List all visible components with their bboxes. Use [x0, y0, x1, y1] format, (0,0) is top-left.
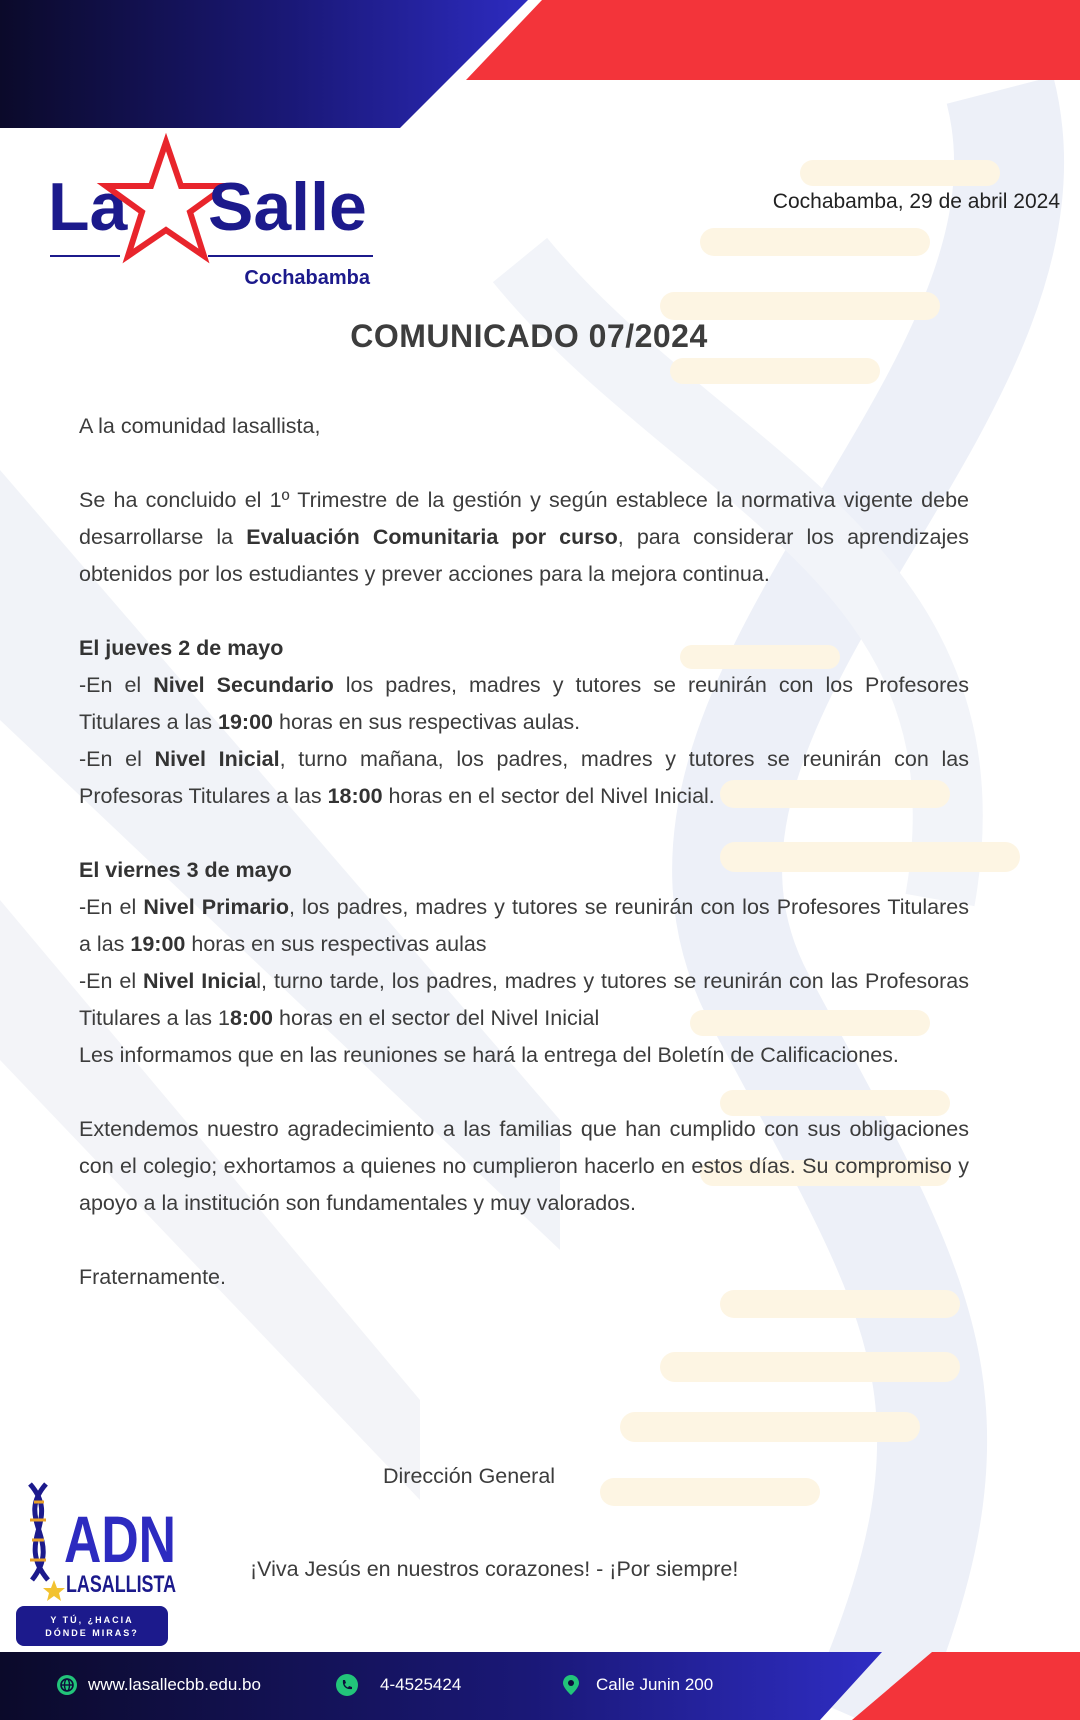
paragraph-thanks: Extendemos nuestro agradecimiento a las familias que han cumplido con sus obligaciones con el colegio; exhortamos a quienes no cumplieron hacerlo en estos días. Su compromiso y apoyo a la institución son fundamentales y muy valorados.	[79, 1117, 969, 1215]
header-bands	[0, 0, 1080, 130]
signature: Dirección General	[383, 1464, 556, 1488]
closing: Fraternamente.	[79, 1265, 226, 1289]
day1-inicial: -En el Nivel Inicial, turno mañana, los padres, madres y tutores se reunirán con las Profesoras Titulares a las 18:00 horas en el sector del Nivel Inicial.	[79, 747, 969, 808]
la-salle-logo	[48, 138, 378, 288]
paragraph-intro: Se ha concluido el 1º Trimestre de la gestión y según establece la normativa vigente debe desarrollarse la Evaluación Comunitaria por curso, para considerar los aprendizajes obtenidos por los estudiantes y prever acciones para la mejora continua.	[79, 488, 969, 586]
logo-text-la: La	[48, 169, 128, 245]
day2-heading: El viernes 3 de mayo	[79, 858, 292, 882]
adn-tagline-2: DÓNDE MIRAS?	[45, 1628, 139, 1638]
adn-big-text: ADN	[64, 1502, 176, 1576]
day1-heading: El jueves 2 de mayo	[79, 636, 284, 660]
page-title: COMUNICADO 07/2024	[350, 318, 708, 354]
star-icon	[43, 1580, 65, 1601]
letter-date: Cochabamba, 29 de abril 2024	[772, 190, 1060, 213]
letter-body	[79, 408, 969, 1296]
globe-icon	[56, 1674, 78, 1696]
website-text: www.lasallecbb.edu.bo	[88, 1675, 261, 1694]
motto: ¡Viva Jesús en nuestros corazones! - ¡Por siempre!	[250, 1557, 739, 1581]
report-card-note: Les informamos que en las reuniones se hará la entrega del Boletín de Calificaciones.	[79, 1043, 899, 1067]
location-pin-icon	[560, 1674, 582, 1696]
logo-text-salle: Salle	[208, 169, 367, 245]
phone-icon	[336, 1674, 358, 1696]
phone-text: 4-4525424	[380, 1675, 462, 1694]
footer-address[interactable]	[560, 1674, 713, 1696]
greeting: A la comunidad lasallista,	[79, 414, 321, 438]
logo-subtitle: Cochabamba	[244, 267, 370, 289]
dna-helix-icon	[30, 1484, 48, 1580]
adn-lasallista-logo	[14, 1480, 184, 1648]
adn-tagline-1: Y TÚ, ¿HACIA	[50, 1615, 134, 1625]
day1-secundario: -En el Nivel Secundario los padres, madres y tutores se reunirán con los Profesores Titulares a las 19:00 horas en sus respectivas aulas.	[79, 673, 969, 734]
footer-website[interactable]	[56, 1674, 261, 1696]
footer-phone[interactable]	[336, 1674, 461, 1696]
day2-inicial: -En el Nivel Inicial, turno tarde, los padres, madres y tutores se reunirán con las Profesoras Titulares a las 18:00 horas en el sector del Nivel Inicial	[79, 969, 969, 1030]
address-text: Calle Junin 200	[596, 1675, 714, 1694]
day2-primario: -En el Nivel Primario, los padres, madres y tutores se reunirán con los Profesores Titulares a las 19:00 horas en sus respectivas aulas	[79, 895, 969, 956]
adn-word: LASALLISTA	[66, 1571, 176, 1598]
